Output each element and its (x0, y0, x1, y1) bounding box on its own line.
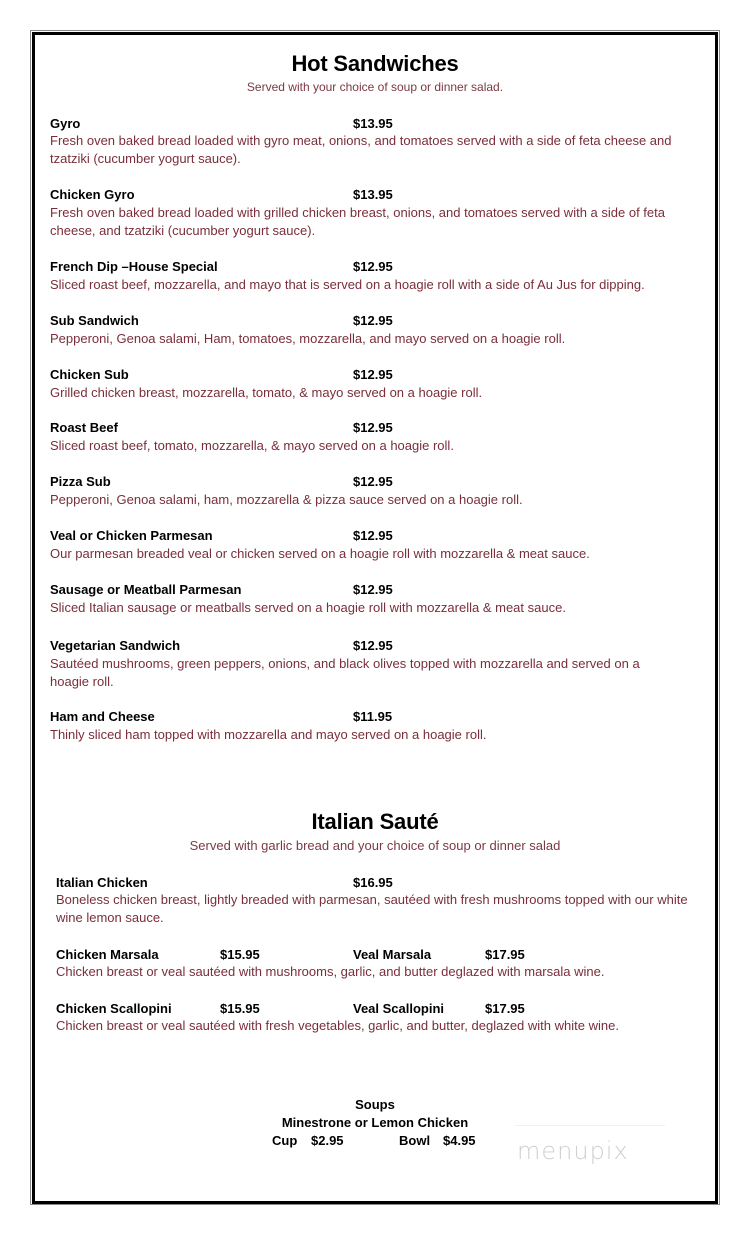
item-name: Ham and Cheese (50, 709, 155, 724)
item-description: Pepperoni, Genoa salami, ham, mozzarella & pizza sauce served on a hoagie roll. (50, 492, 523, 507)
item-price: $12.95 (353, 638, 393, 653)
item-price: $13.95 (353, 116, 393, 131)
item-price: $11.95 (353, 709, 393, 724)
item-description: Chicken breast or veal sautéed with mushrooms, garlic, and butter deglazed with marsala wine. (56, 964, 605, 979)
item-name: Pizza Sub (50, 474, 111, 489)
soups-title: Soups (355, 1097, 395, 1112)
item-name: Veal or Chicken Parmesan (50, 528, 213, 543)
soup-bowl-price: $4.95 (443, 1133, 476, 1148)
item-name-veal: Veal Scallopini (353, 1001, 445, 1016)
soups-varieties: Minestrone or Lemon Chicken (281, 1115, 469, 1130)
item-description: Fresh oven baked bread loaded with gyro meat, onions, and tomatoes served with a side of feta cheese and tzatziki (cucumber yogurt sauce). (50, 133, 672, 166)
section-subtitle-italian-saute: Served with garlic bread and your choice of soup or dinner salad (189, 838, 561, 853)
item-description: Sliced roast beef, mozzarella, and mayo that is served on a hoagie roll with a side of Au Jus for dipping. (50, 277, 645, 292)
item-price: $16.95 (353, 875, 393, 890)
item-description: Boneless chicken breast, lightly breaded with parmesan, sautéed with fresh mushrooms topped with our white wine lemon sauce. (56, 892, 688, 925)
item-price: $12.95 (353, 474, 393, 489)
item-description: Sliced roast beef, tomato, mozzarella, & mayo served on a hoagie roll. (50, 438, 454, 453)
item-price: $12.95 (353, 313, 393, 328)
watermark-line (515, 1125, 665, 1126)
item-description: Sautéed mushrooms, green peppers, onions, and black olives topped with mozzarella and served on a hoagie roll. (50, 656, 640, 689)
item-price-veal: $17.95 (485, 947, 525, 962)
soup-cup-price: $2.95 (311, 1133, 344, 1148)
item-price: $13.95 (353, 187, 393, 202)
item-name-veal: Veal Marsala (353, 947, 432, 962)
item-name: Sub Sandwich (50, 313, 139, 328)
section-title-italian-saute: Italian Sauté (311, 809, 439, 834)
section-title-hot-sandwiches: Hot Sandwiches (291, 51, 459, 76)
item-name: Roast Beef (50, 420, 118, 435)
item-description: Pepperoni, Genoa salami, Ham, tomatoes, mozzarella, and mayo served on a hoagie roll. (50, 331, 566, 346)
item-price-chicken: $15.95 (220, 947, 260, 962)
item-price: $12.95 (353, 582, 393, 597)
item-price: $12.95 (353, 259, 393, 274)
item-name: Gyro (50, 116, 81, 131)
soup-bowl-label: Bowl (399, 1133, 431, 1148)
item-name: Sausage or Meatball Parmesan (50, 582, 242, 597)
item-name-chicken: Chicken Scallopini (56, 1001, 172, 1016)
item-description: Our parmesan breaded veal or chicken served on a hoagie roll with mozzarella & meat sauce. (50, 546, 590, 561)
section-subtitle-hot-sandwiches: Served with your choice of soup or dinner salad. (246, 80, 504, 94)
item-price: $12.95 (353, 420, 393, 435)
item-name: Chicken Sub (50, 367, 129, 382)
item-name: French Dip –House Special (50, 259, 218, 274)
soup-cup-label: Cup (272, 1133, 298, 1148)
item-price-chicken: $15.95 (220, 1001, 260, 1016)
item-description: Thinly sliced ham topped with mozzarella and mayo served on a hoagie roll. (50, 727, 487, 742)
item-name: Vegetarian Sandwich (50, 638, 181, 653)
item-price: $12.95 (353, 528, 393, 543)
item-price: $12.95 (353, 367, 393, 382)
item-description: Grilled chicken breast, mozzarella, tomato, & mayo served on a hoagie roll. (50, 385, 483, 400)
item-name: Italian Chicken (56, 875, 148, 890)
watermark-logo: menupix (517, 1137, 629, 1165)
item-name-chicken: Chicken Marsala (56, 947, 159, 962)
item-description: Chicken breast or veal sautéed with fresh vegetables, garlic, and butter, deglazed with white wine. (56, 1018, 619, 1033)
item-price-veal: $17.95 (485, 1001, 525, 1016)
item-description: Fresh oven baked bread loaded with grilled chicken breast, onions, and tomatoes served with a side of feta cheese, and tzatziki (cucumber yogurt sauce). (50, 205, 665, 238)
item-description: Sliced Italian sausage or meatballs served on a hoagie roll with mozzarella & meat sauce. (50, 600, 566, 615)
item-name: Chicken Gyro (50, 187, 135, 202)
